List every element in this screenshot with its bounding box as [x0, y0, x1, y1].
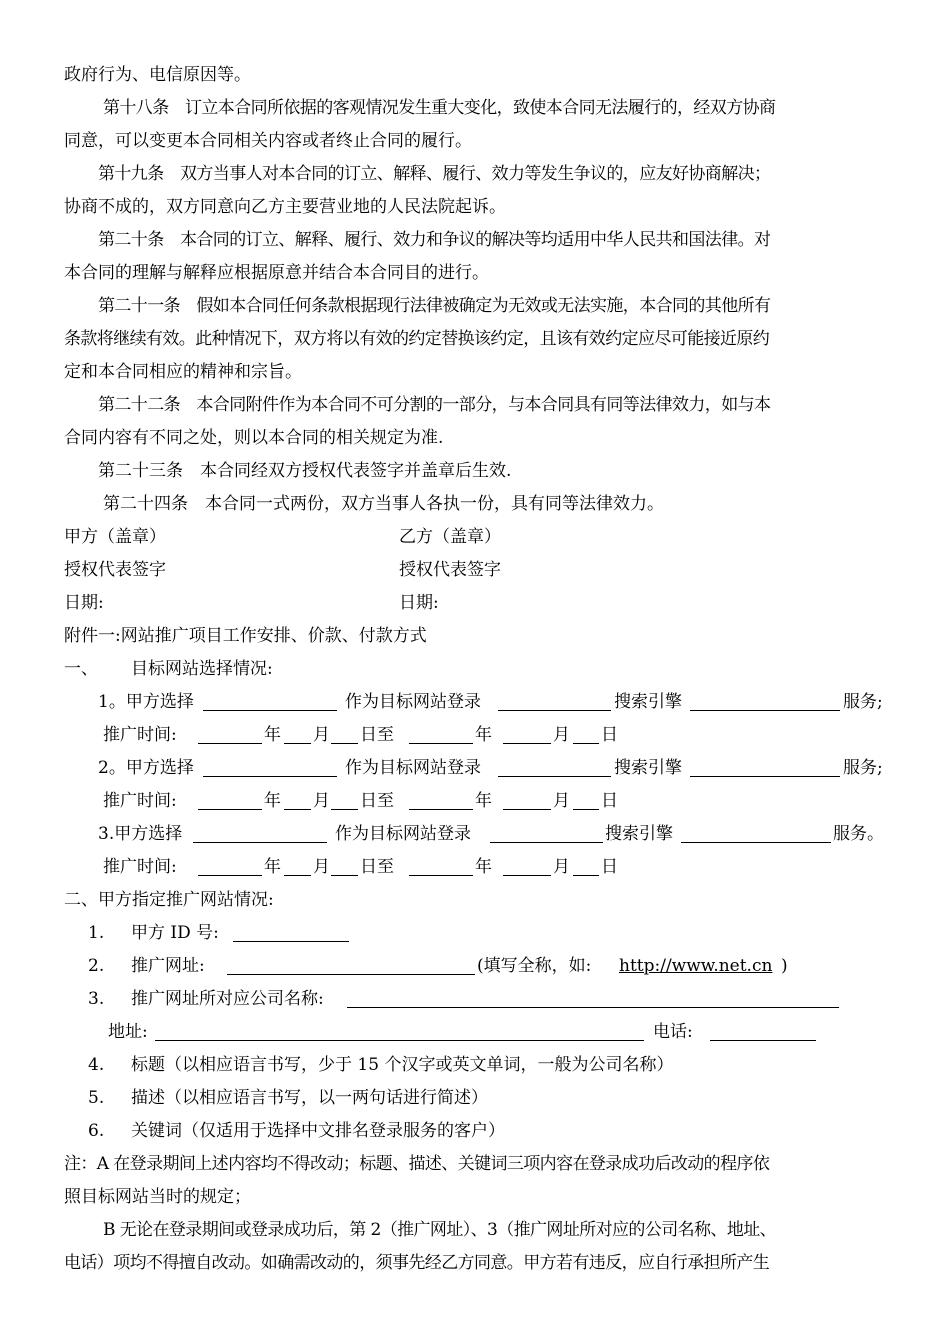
clause-24: 第二十四条 本合同一式两份，双方当事人各执一份，具有同等法律效力。 [103, 494, 664, 514]
party-a-rep: 授权代表签字 [64, 560, 166, 580]
end-year-blank[interactable] [409, 718, 473, 752]
end-month-blank[interactable] [503, 718, 551, 752]
end-day-blank[interactable] [573, 784, 599, 818]
start-year-blank[interactable] [198, 784, 262, 818]
field-company-name: 3. 推广网址所对应公司名称: [0, 982, 950, 1016]
period-row-1: 推广时间: 年 月 日至 年 月 日 [0, 718, 950, 752]
address-blank[interactable] [155, 1015, 644, 1049]
paragraph-line: 政府行为、电信原因等。 [64, 65, 251, 85]
start-month-blank[interactable] [284, 850, 311, 884]
party-a-seal: 甲方（盖章） [64, 527, 166, 547]
clause-19: 第十九条 双方当事人对本合同的订立、解释、履行、效力等发生争议的，应友好协商解决； [98, 164, 771, 184]
note-a-cont: 照目标网站当时的规定； [64, 1187, 251, 1207]
target-site-item-3: 3.甲方选择 作为目标网站登录 搜索引擎 服务。 [0, 817, 950, 851]
field-keywords: 6. 关键词（仅适用于选择中文排名登录服务的客户） [88, 1121, 505, 1141]
selected-site-blank[interactable] [203, 751, 337, 785]
party-a-date: 日期: [64, 593, 104, 613]
target-site-blank[interactable] [498, 751, 611, 785]
clause-22: 第二十二条 本合同附件作为本合同不可分割的一部分，与本合同具有同等法律效力，如与本 [98, 395, 771, 415]
clause-19-cont: 协商不成的，双方同意向乙方主要营业地的人民法院起诉。 [64, 197, 506, 217]
signature-party-row [0, 520, 950, 554]
selected-site-blank[interactable] [193, 817, 327, 851]
start-day-blank[interactable] [331, 850, 358, 884]
clause-21-cont: 条款将继续有效。此种情况下，双方将以有效的约定替换该约定，且该有效约定应尽可能接近原约 [64, 329, 770, 349]
clause-18: 第十八条 订立本合同所依据的客观情况发生重大变化，致使本合同无法履行的，经双方协商 [103, 98, 776, 118]
start-day-blank[interactable] [331, 718, 358, 752]
end-month-blank[interactable] [503, 850, 551, 884]
clause-18-cont: 同意，可以变更本合同相关内容或者终止合同的履行。 [64, 131, 472, 151]
target-site-item-1: 1。甲方选择 作为目标网站登录 搜索引擎 服务; [0, 685, 950, 719]
target-site-blank[interactable] [498, 685, 611, 719]
selected-site-blank[interactable] [203, 685, 337, 719]
target-site-item-2: 2。甲方选择 作为目标网站登录 搜索引擎 服务; [0, 751, 950, 785]
promo-url-blank[interactable] [227, 949, 475, 983]
start-day-blank[interactable] [331, 784, 358, 818]
field-client-id: 1. 甲方 ID 号: [0, 916, 950, 950]
party-b-seal: 乙方（盖章） [399, 527, 501, 547]
section-1-heading: 一、 目标网站选择情况: [64, 659, 273, 679]
start-month-blank[interactable] [284, 784, 311, 818]
period-row-2: 推广时间: 年 月 日至 年 月 日 [0, 784, 950, 818]
client-id-blank[interactable] [233, 916, 349, 950]
start-month-blank[interactable] [284, 718, 311, 752]
end-day-blank[interactable] [573, 850, 599, 884]
party-b-rep: 授权代表签字 [399, 560, 501, 580]
party-b-date: 日期: [399, 593, 439, 613]
search-engine-blank[interactable] [690, 751, 840, 785]
attachment-title: 附件一:网站推广项目工作安排、价款、付款方式 [64, 626, 427, 646]
note-a: 注：A 在登录期间上述内容均不得改动；标题、描述、关键词三项内容在登录成功后改动的程序依 [64, 1154, 770, 1174]
field-promo-url: 2. 推广网址: (填写全称，如: http://www.net.cn ) [0, 949, 950, 983]
note-b: B 无论在登录期间或登录成功后，第 2（推广网址）、3（推广网址所对应的公司名称、地址、 [103, 1220, 777, 1240]
clause-20: 第二十条 本合同的订立、解释、履行、效力和争议的解决等均适用中华人民共和国法律。对 [98, 230, 771, 250]
clause-22-cont: 合同内容有不同之处，则以本合同的相关规定为准. [64, 428, 444, 448]
target-site-blank[interactable] [490, 817, 603, 851]
search-engine-blank[interactable] [690, 685, 840, 719]
note-b-cont: 电话）项均不得擅自改动。如确需改动的，须事先经乙方同意。甲方若有违反，应自行承担所产生 [64, 1253, 770, 1273]
clause-21: 第二十一条 假如本合同任何条款根据现行法律被确定为无效或无法实施，本合同的其他所有 [98, 296, 771, 316]
clause-23: 第二十三条 本合同经双方授权代表签字并盖章后生效. [98, 461, 512, 481]
end-month-blank[interactable] [503, 784, 551, 818]
section-2-heading: 二、甲方指定推广网站情况: [64, 890, 274, 910]
end-day-blank[interactable] [573, 718, 599, 752]
field-title: 4. 标题（以相应语言书写，少于 15 个汉字或英文单词，一般为公司名称） [88, 1055, 674, 1075]
phone-blank[interactable] [710, 1015, 816, 1049]
clause-21-end: 定和本合同相应的精神和宗旨。 [64, 362, 302, 382]
end-year-blank[interactable] [409, 784, 473, 818]
search-engine-blank[interactable] [681, 817, 831, 851]
start-year-blank[interactable] [198, 718, 262, 752]
company-name-blank[interactable] [347, 982, 839, 1016]
example-url-link[interactable]: http://www.net.cn [619, 956, 773, 976]
field-address-phone: 地址: 电话: [0, 1015, 950, 1049]
end-year-blank[interactable] [409, 850, 473, 884]
signature-date-row [0, 586, 950, 620]
period-row-3: 推广时间: 年 月 日至 年 月 日 [0, 850, 950, 884]
signature-rep-row [0, 553, 950, 587]
field-description: 5. 描述（以相应语言书写，以一两句话进行简述） [88, 1088, 488, 1108]
clause-20-cont: 本合同的理解与解释应根据原意并结合本合同目的进行。 [64, 263, 489, 283]
start-year-blank[interactable] [198, 850, 262, 884]
